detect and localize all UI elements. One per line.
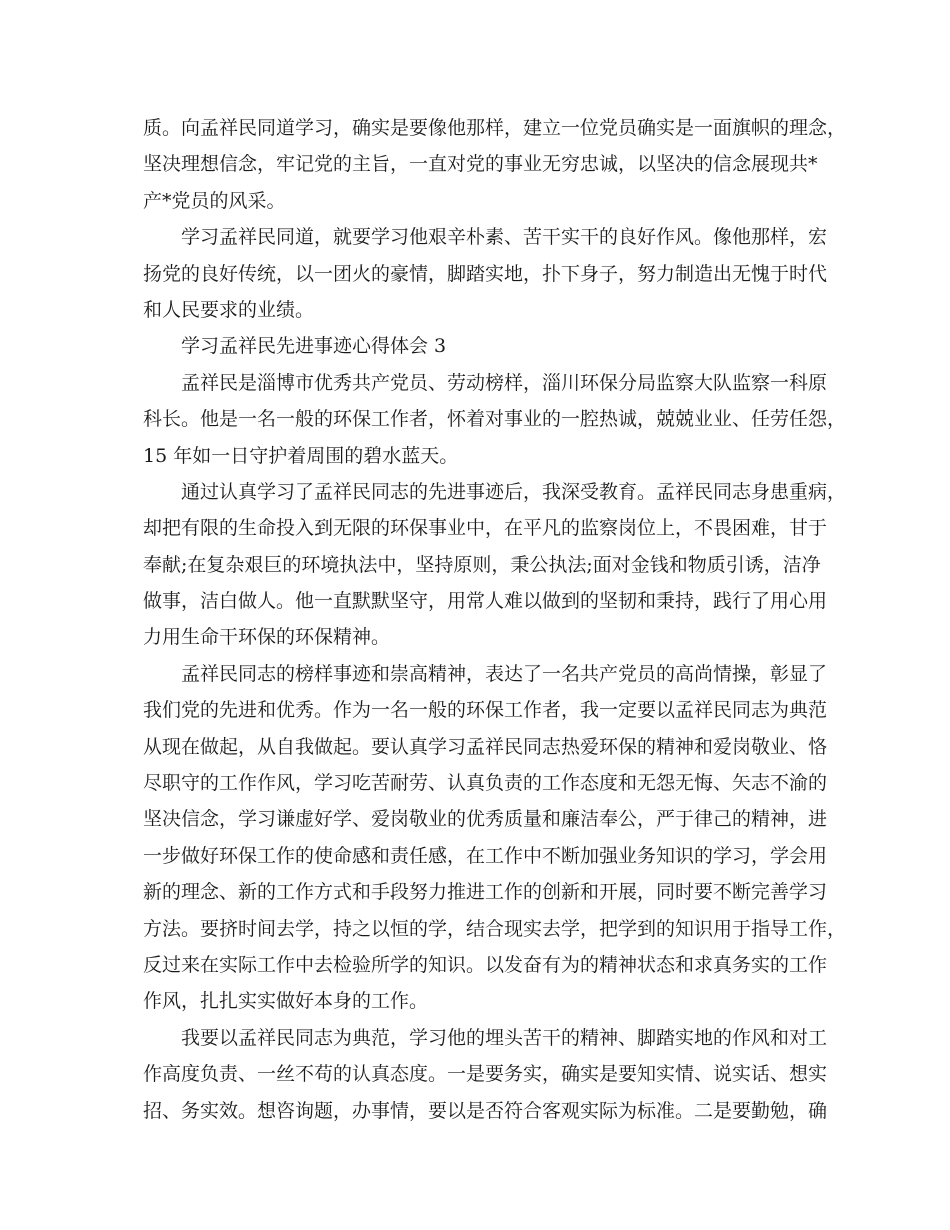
text-line: 坚决信念，学习谦虚好学、爱岗敬业的优秀质量和廉洁奉公，严于律己的精神，进 (143, 808, 828, 831)
text-line: 15 年如一日守护着周围的碧水蓝天。 (143, 444, 459, 467)
paragraph-first-line: 学习孟祥民先进事迹心得体会 3 (181, 335, 447, 358)
text-line: 招、务实效。想咨询题，办事情，要以是否符合客观实际为标准。二是要勤勉，确 (143, 1099, 828, 1122)
text-line: 扬党的良好传统，以一团火的豪情，脚踏实地，扑下身子，努力制造出无愧于时代 (143, 262, 828, 285)
text-line: 一步做好环保工作的使命感和责任感，在工作中不断加强业务知识的学习，学会用 (143, 844, 828, 867)
text-line: 我们党的先进和优秀。作为一名一般的环保工作者，我一定要以孟祥民同志为典范 (143, 699, 828, 722)
text-line: 尽职守的工作作风，学习吃苦耐劳、认真负责的工作态度和无怨无悔、矢志不渝的 (143, 772, 828, 795)
text-line: 从现在做起，从自我做起。要认真学习孟祥民同志热爱环保的精神和爱岗敬业、恪 (143, 735, 828, 758)
text-line: 坚决理想信念，牢记党的主旨，一直对党的事业无穷忠诚，以坚决的信念展现共* (143, 153, 818, 176)
text-line: 作高度负责、一丝不苟的认真态度。一是要务实，确实是要知实情、说实话、想实 (143, 1063, 828, 1086)
paragraph-first-line: 学习孟祥民同道，就要学习他艰辛朴素、苦干实干的良好作风。像他那样，宏 (181, 226, 828, 249)
text-line: 质。向孟祥民同道学习，确实是要像他那样，建立一位党员确实是一面旗帜的理念， (143, 117, 847, 139)
text-line: 力用生命干环保的环保精神。 (143, 626, 391, 649)
paragraph-first-line: 我要以孟祥民同志为典范，学习他的埋头苦干的精神、脚踏实地的作风和对工 (181, 1026, 828, 1049)
text-line: 反过来在实际工作中去检验所学的知识。以发奋有为的精神状态和求真务实的工作 (143, 953, 828, 976)
text-line: 新的理念、新的工作方式和手段努力推进工作的创新和开展，同时要不断完善学习 (143, 881, 828, 904)
text-line: 做事，洁白做人。他一直默默坚守，用常人难以做到的坚韧和秉持，践行了用心用 (143, 590, 828, 613)
text-line: 奉献;在复杂艰巨的环境执法中，坚持原则，秉公执法;面对金钱和物质引诱，洁净 (143, 553, 821, 576)
paragraph-first-line: 孟祥民同志的榜样事迹和崇高精神，表达了一名共产党员的高尚情操，彰显了 (181, 662, 828, 685)
text-line: 产*党员的风采。 (143, 189, 286, 212)
text-line: 方法。要挤时间去学，持之以恒的学，结合现实去学，把学到的知识用于指导工作， (143, 917, 847, 940)
text-line: 和人民要求的业绩。 (143, 298, 315, 321)
text-line: 却把有限的生命投入到无限的环保事业中，在平凡的监察岗位上，不畏困难，甘于 (143, 517, 828, 540)
paragraph-first-line: 孟祥民是淄博市优秀共产党员、劳动榜样，淄川环保分局监察大队监察一科原 (181, 371, 828, 394)
document-body (143, 110, 847, 1129)
paragraph-first-line: 通过认真学习了孟祥民同志的先进事迹后，我深受教育。孟祥民同志身患重病， (181, 480, 847, 503)
text-line: 科长。他是一名一般的环保工作者，怀着对事业的一腔热诚，兢兢业业、任劳任怨， (143, 408, 847, 431)
text-line: 作风，扎扎实实做好本身的工作。 (143, 990, 429, 1013)
